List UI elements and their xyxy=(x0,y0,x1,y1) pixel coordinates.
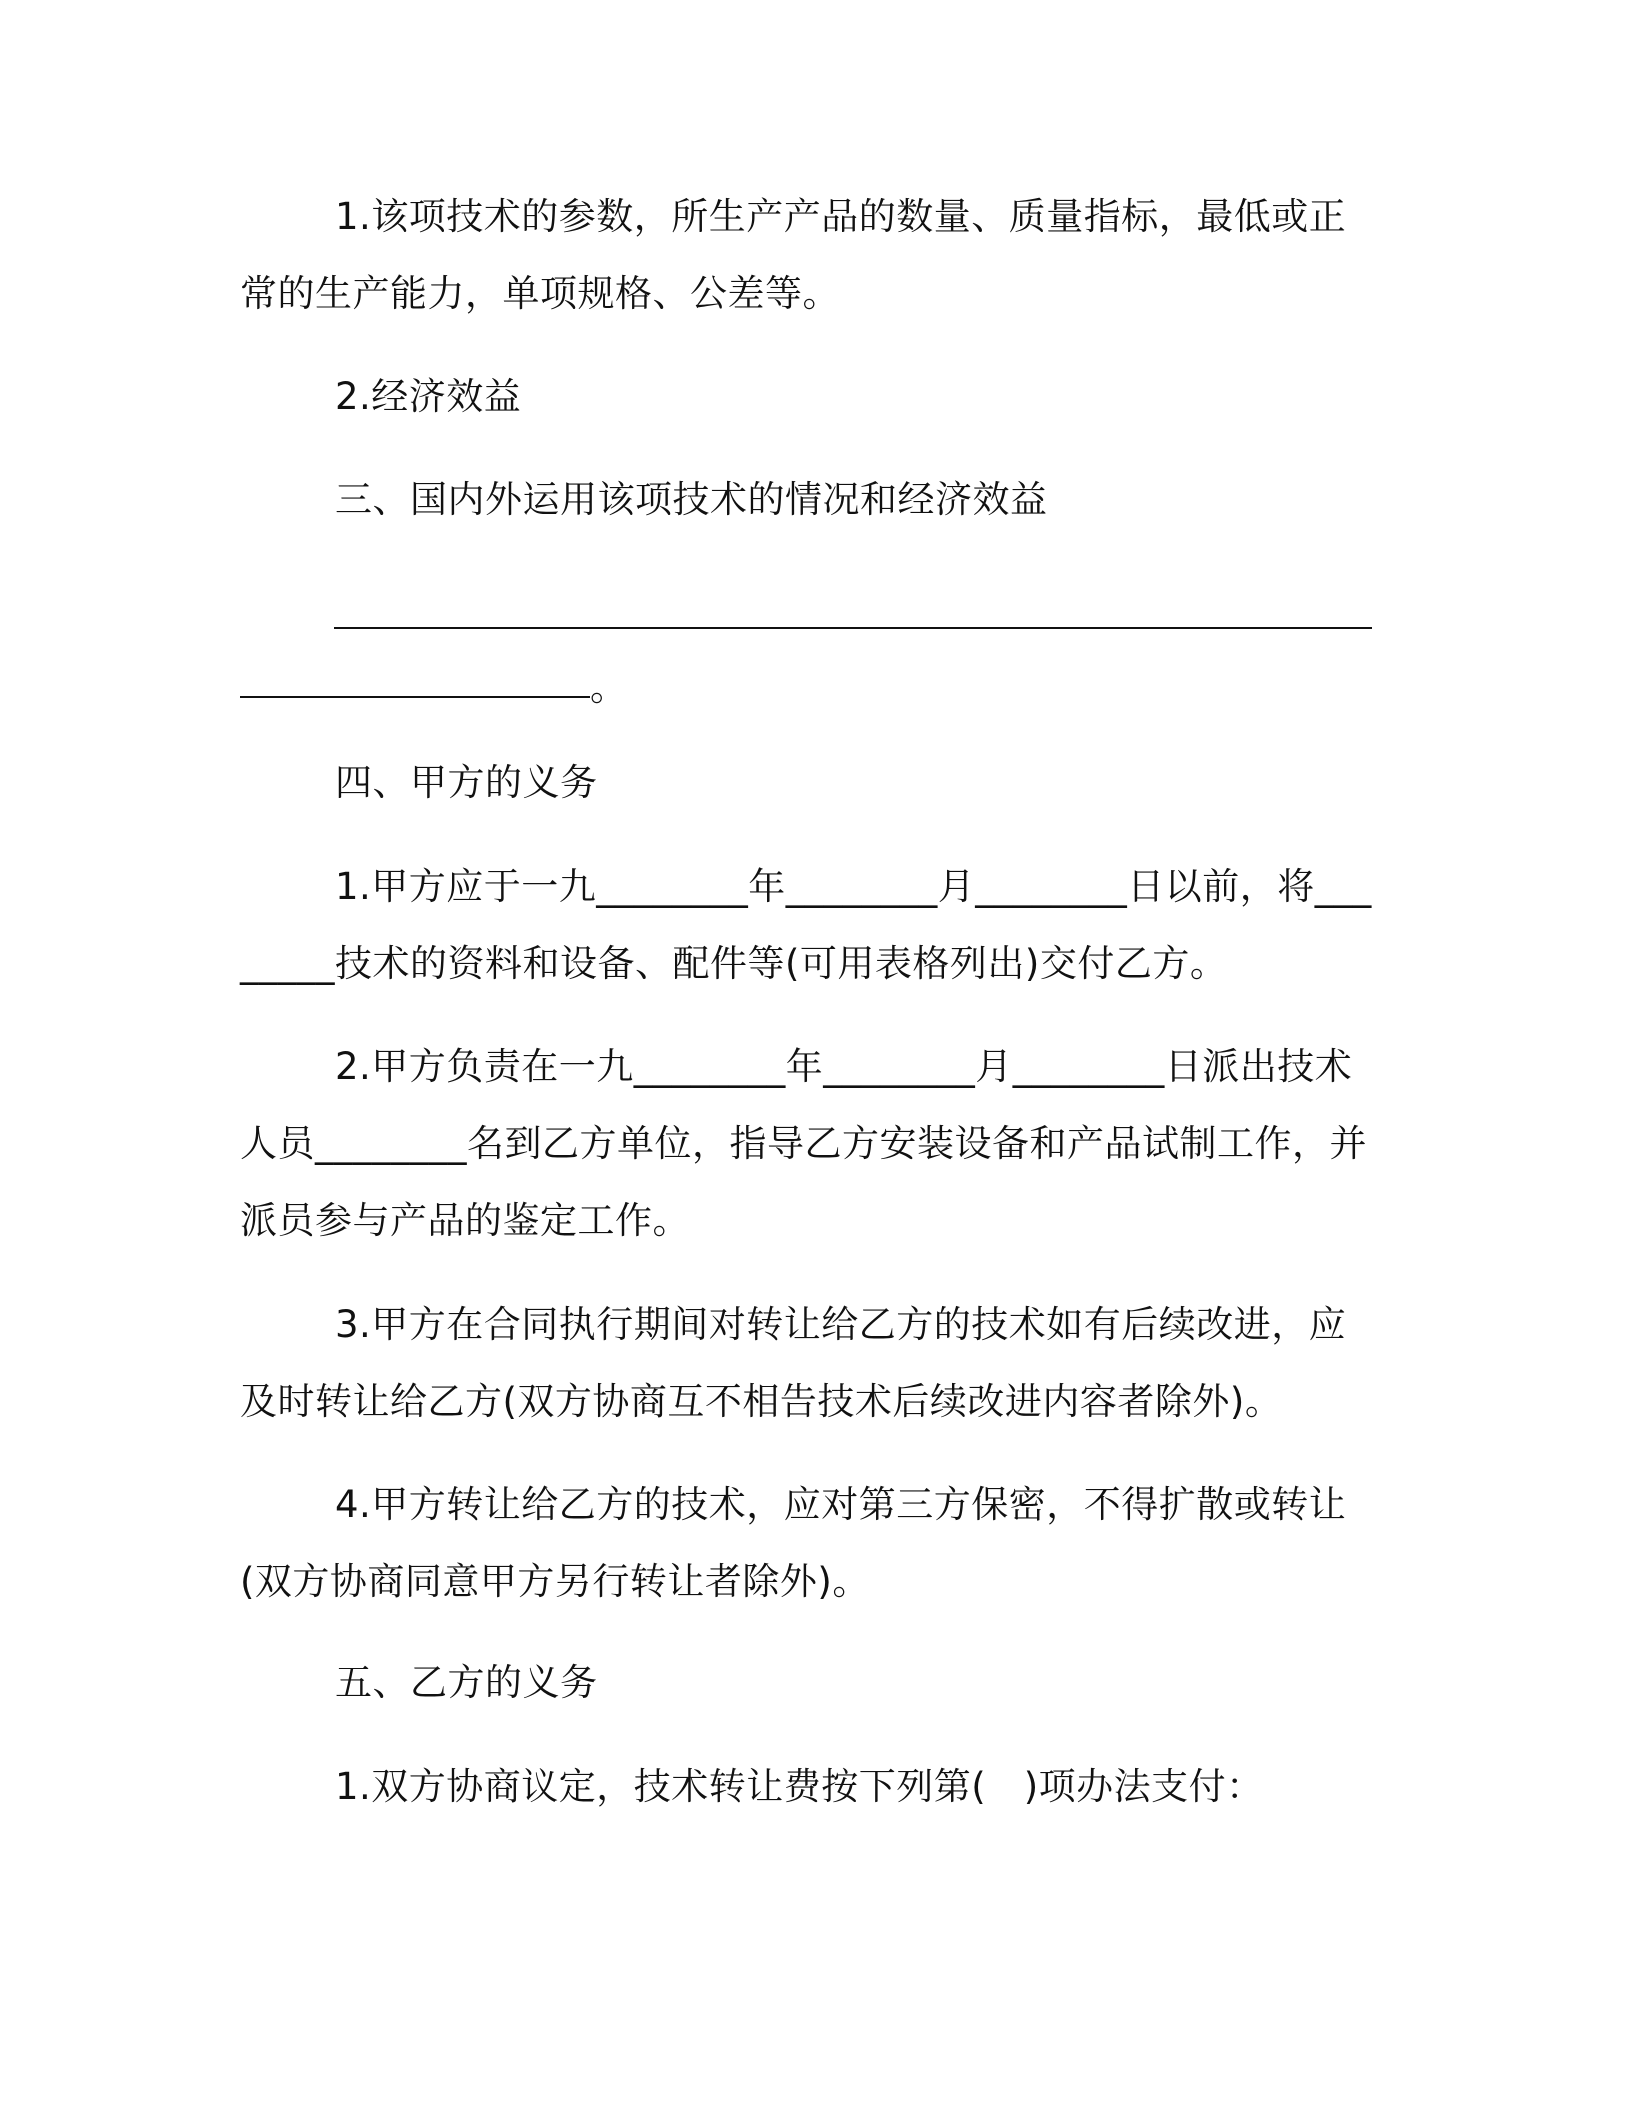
paragraph-party-a-technicians: 2.甲方负责在一九________年________月________日派出技术人员________名到乙方单位，指导乙方安装设备和产品试制工作，并派员参与产品的鉴定工作。 xyxy=(240,1045,1367,1242)
heading-section-three: 三、国内外运用该项技术的情况和经济效益 xyxy=(335,478,1048,521)
paragraph-economic-benefit: 2.经济效益 xyxy=(335,375,522,418)
fill-in-blank-line-1 xyxy=(334,627,1372,629)
paragraph-tech-parameters: 1.该项技术的参数，所生产产品的数量、质量指标，最低或正常的生产能力，单项规格、公差等。 xyxy=(240,195,1347,315)
blank-terminator: 。 xyxy=(590,666,627,709)
paragraph-payment-method: 1.双方协商议定，技术转让费按下列第( )项办法支付： xyxy=(335,1765,1264,1808)
fill-in-blank-line-2 xyxy=(240,696,590,698)
heading-section-four: 四、甲方的义务 xyxy=(335,761,598,804)
heading-section-five: 五、乙方的义务 xyxy=(335,1661,598,1704)
paragraph-party-a-improvements: 3.甲方在合同执行期间对转让给乙方的技术如有后续改进，应及时转让给乙方(双方协商互不相告技术后续改进内容者除外)。 xyxy=(240,1303,1347,1423)
paragraph-party-a-confidentiality: 4.甲方转让给乙方的技术，应对第三方保密，不得扩散或转让(双方协商同意甲方另行转让者除外)。 xyxy=(240,1483,1347,1603)
paragraph-party-a-delivery: 1.甲方应于一九________年________月________日以前，将________技术的资料和设备、配件等(可用表格列出)交付乙方。 xyxy=(240,865,1372,985)
